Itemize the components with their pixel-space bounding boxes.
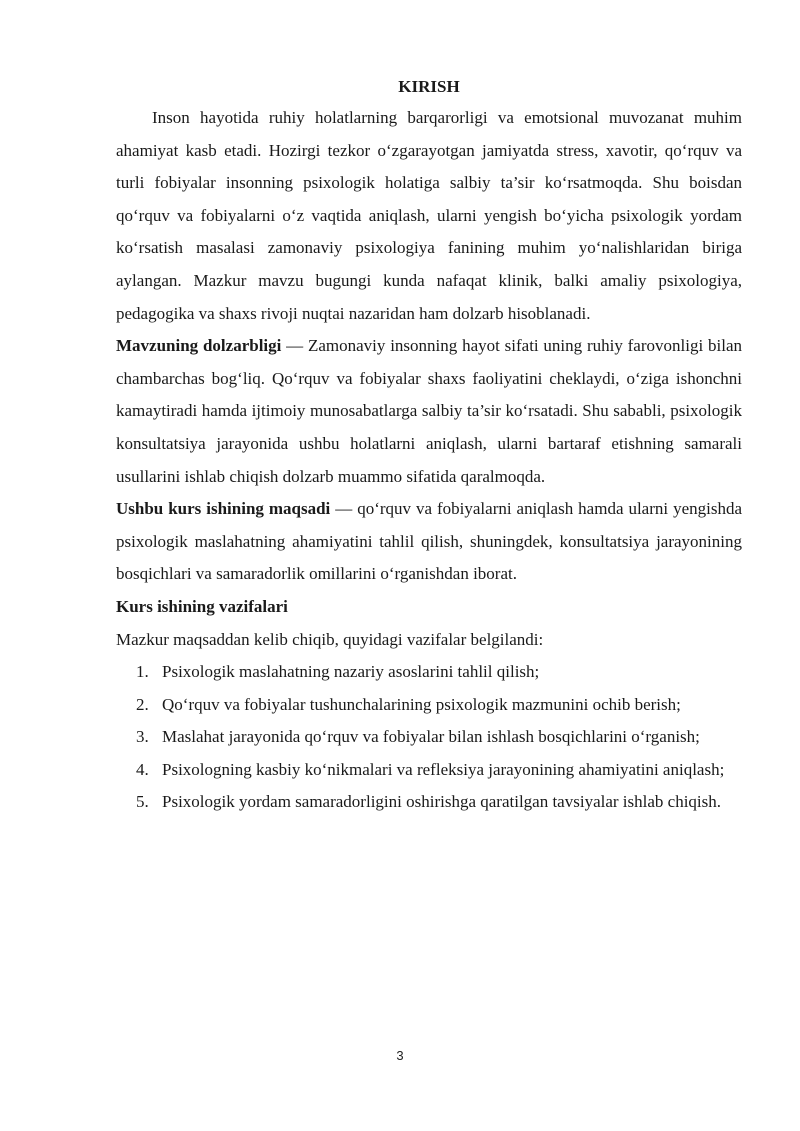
- list-item: [136, 689, 742, 722]
- list-item-text: Psixologning kasbiy ko‘nikmalari va refleksiya jarayonining ahamiyatini aniqlash;: [162, 759, 725, 779]
- list-item-text: Psixologik yordam samaradorligini oshirishga qaratilgan tavsiyalar ishlab chiqish.: [162, 792, 722, 812]
- page-content: [116, 72, 742, 819]
- relevance-paragraph: [116, 330, 742, 493]
- goal-text: — qo‘rquv va fobiyalarni aniqlash hamda ularni yengishda psixologik maslahatning ahamiyatini tahlil qilish, shuningdek, konsultatsiya jarayonining bosqichlari va samaradorlik omillarini o‘rganishdan iborat.: [116, 499, 742, 584]
- tasks-heading: Kurs ishining vazifalari: [116, 596, 288, 616]
- list-item: [136, 656, 742, 689]
- list-item-text: Psixologik maslahatning nazariy asoslarini tahlil qilish;: [162, 662, 540, 682]
- goal-label: Ushbu kurs ishining maqsadi: [116, 499, 331, 519]
- relevance-label: Mavzuning dolzarbligi: [116, 336, 282, 356]
- list-item-text: Qo‘rquv va fobiyalar tushunchalarining psixologik mazmunini ochib berish;: [162, 694, 681, 714]
- list-item-number: 2.: [136, 694, 149, 714]
- list-item: [136, 721, 742, 754]
- goal-paragraph: [116, 493, 742, 591]
- list-item: [136, 754, 742, 787]
- list-item: [136, 786, 742, 819]
- tasks-intro: Mazkur maqsaddan kelib chiqib, quyidagi vazifalar belgilandi:: [116, 629, 544, 649]
- tasks-list: [116, 656, 742, 819]
- intro-paragraph: Inson hayotida ruhiy holatlarning barqarorligi va emotsional muvozanat muhim ahamiyat kasb etadi. Hozirgi tezkor o‘zgarayotgan jamiyatda stress, xavotir, qo‘rquv va turli fobiyalar insonning psixologik holatiga salbiy ta’sir ko‘rsatmoqda. Shu boisdan qo‘rquv va fobiyalarni o‘z vaqtida aniqlash, ularni yengish bo‘yicha psixologik yordam ko‘rsatish masalasi zamonaviy psixologiya fanining muhim yo‘nalishlaridan biriga aylangan. Mazkur mavzu bugungi kunda nafaqat klinik, balki amaliy psixologiya, pedagogika va shaxs rivoji nuqtai nazaridan ham dolzarb hisoblanadi.: [116, 108, 742, 323]
- list-item-number: 5.: [136, 792, 149, 812]
- page-number: 3: [396, 1048, 404, 1063]
- list-item-text: Maslahat jarayonida qo‘rquv va fobiyalar bilan ishlash bosqichlarini o‘rganish;: [162, 727, 700, 747]
- relevance-text: — Zamonaviy insonning hayot sifati uning ruhiy farovonligi bilan chambarchas bog‘liq. Qo‘rquv va fobiyalar shaxs faoliyatini cheklaydi, o‘ziga ishonchni kamaytiradi hamda ijtimoiy munosabatlarga salbiy ta’sir ko‘rsatadi. Shu sababli, psixologik konsultatsiya jarayonida ushbu holatlarni aniqlash, ularni bartaraf etishning samarali usullarini ishlab chiqish dolzarb muammo sifatida qaralmoqda.: [116, 336, 742, 486]
- section-title: KIRISH: [398, 77, 460, 96]
- list-item-number: 1.: [136, 662, 149, 682]
- list-item-number: 4.: [136, 759, 149, 779]
- list-item-number: 3.: [136, 727, 149, 747]
